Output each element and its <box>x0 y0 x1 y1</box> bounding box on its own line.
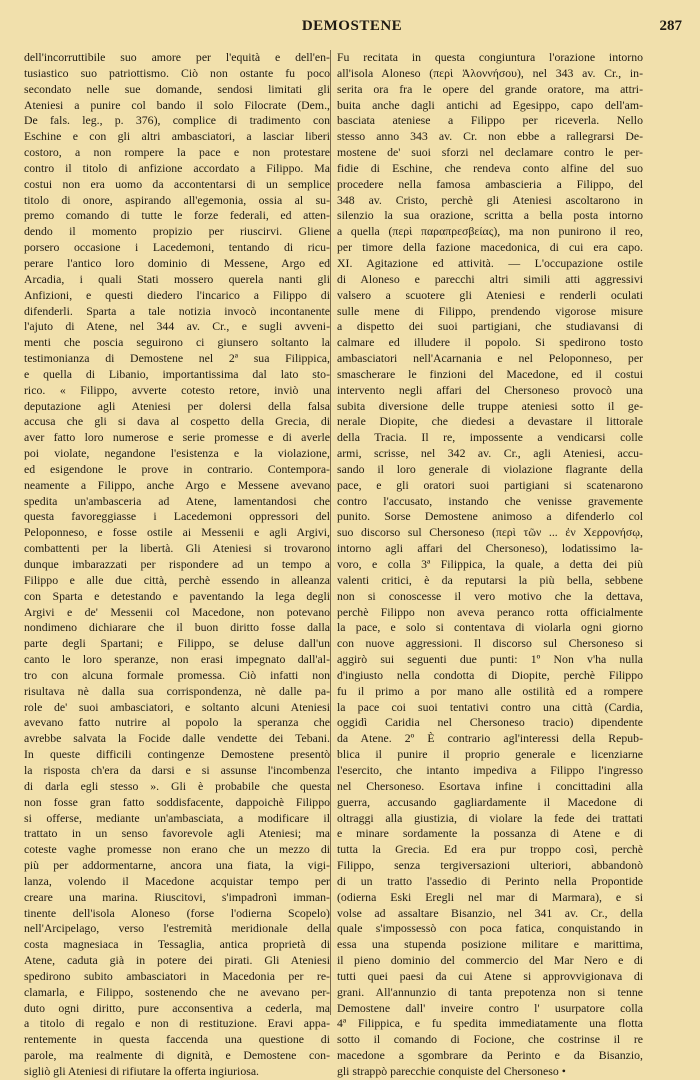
text-line: punito. Sorse Demostene animoso a difenderlo col <box>337 509 643 524</box>
text-line: ed esigendone le prove in contrario. Contempora- <box>24 461 330 476</box>
text-line: trattato in un senso favorevole agli Ateniesi; ma <box>24 826 330 841</box>
text-line: procedere nella famosa ambascieria a Filippo, del <box>337 176 643 191</box>
text-line: costoro, a non rompere la pace e non protestare <box>24 145 330 160</box>
text-line: combattenti per la libertà. Gli Ateniesi si trovarono <box>24 541 330 556</box>
text-line: spedirono subito ambasciatori in Macedonia per re- <box>24 968 330 983</box>
text-line: essa una stupenda posizione militare e marittima, <box>337 937 643 952</box>
text-line: creare una marina. Riuscitovi, s'impadronì imman- <box>24 889 330 904</box>
text-line: 348 av. Cristo, perchè gli Ateniesi ascoltarono in <box>337 192 643 207</box>
text-line: Anfizioni, e questi diedero l'incarico a Filippo di <box>24 287 330 302</box>
text-line: la pace, e solo si contentava di violarla ogni giorno <box>337 620 643 635</box>
text-line: nel Chersoneso. Esortava infine i concittadini alla <box>337 778 643 793</box>
text-line: fidie di Eschine, che rendeva conto alfine del suo <box>337 160 643 175</box>
text-line: tusiastico suo patriottismo. Ciò non ostante fu poco <box>24 65 330 80</box>
text-line: il pieno dominio del commercio del Mar Nero e di <box>337 953 643 968</box>
page-number: 287 <box>659 18 682 34</box>
text-line: si offerse, mediante un'ambasciata, a modificare il <box>24 810 330 825</box>
text-line: aver fatto loro numerose e serie promesse e di averle <box>24 430 330 445</box>
text-line: deputazione agli Ateniesi per dolersi della falsa <box>24 398 330 413</box>
text-line: contro il titolo di anfizione accordato a Filippo. Ma <box>24 160 330 175</box>
text-line: basciata ateniese a Filippo per riceverla. Nello <box>337 113 643 128</box>
text-line: d'ingiusto nella condotta di Diopite, perchè Filippo <box>337 667 643 682</box>
text-line: perchè Filippo non aveva peranco rotta officialmente <box>337 604 643 619</box>
text-line: spedita un'ambasceria ad Atene, lamentandosi che <box>24 493 330 508</box>
text-line: tro con alcuna formale promessa. Ciò infatti non <box>24 667 330 682</box>
text-line: grani. All'annunzio di tanta prepotenza non si tenne <box>337 984 643 999</box>
text-line: accusa che gli si dava al cospetto della Grecia, di <box>24 414 330 429</box>
text-line: intervento negli affari del Chersoneso provocò una <box>337 382 643 397</box>
text-line: perare l'antico loro dominio di Messene, Argo ed <box>24 255 330 270</box>
text-line: sulle mene di Filippo, prendendo vigorose misure <box>337 303 643 318</box>
text-line: non fosse gran fatto soddisfacente, dappoichè Filippo <box>24 794 330 809</box>
text-line: quale s'impossessò con poca fatica, conquistando in <box>337 921 643 936</box>
text-line: guerra, accusando gagliardamente il Macedone di <box>337 794 643 809</box>
text-line: gli strappò parecchie conquiste del Chersoneso • <box>337 1064 566 1078</box>
text-line: non si conoscesse il vero motivo che la dettava, <box>337 588 643 603</box>
text-line: sotto il comando di Focione, che costrinse il re <box>337 1032 643 1047</box>
text-line: con Sparta e detestando e paventando la lega degli <box>24 588 330 603</box>
text-line: pace, e gli oratori suoi partigiani si scatenarono <box>337 477 643 492</box>
text-line: neamente a Filippo, anche Argo e Messene avevano <box>24 477 330 492</box>
text-line: della Tracia. Il re, impossente a vendicarsi colle <box>337 430 643 445</box>
text-line: aggirò sui seguenti due punti: 1º Non v'ha nulla <box>337 652 643 667</box>
text-line: oggidì Caridia nel Chersoneso tracio) dipendente <box>337 715 643 730</box>
text-line: In queste difficili contingenze Demostene presentò <box>24 747 330 762</box>
text-line: e quella di Libanio, importantissima dal lato sto- <box>24 366 330 381</box>
text-line: lanza, volendo il Macedone acquistar tempo per <box>24 873 330 888</box>
text-line: con nuove aggressioni. Il discorso sul Chersoneso si <box>337 636 643 651</box>
text-line: blica il punire il proprio generale e licenziarne <box>337 747 643 762</box>
text-line: di Aloneso e parecchi altri simili atti aggressivi <box>337 271 643 286</box>
text-line: poi violate, negandone l'esistenza e la violazione, <box>24 446 330 461</box>
text-line: smascherare le finzioni del Macedone, ed il costui <box>337 366 643 381</box>
text-line: role de' suoi ambasciatori, e soltanto alcuni Ateniesi <box>24 699 330 714</box>
text-line: più per addormentarne, ancora una fiata, la vigi- <box>24 858 330 873</box>
text-line: Fu recitata in questa congiuntura l'orazione intorno <box>337 50 643 64</box>
text-line: De fals. leg., p. 376), complice di tradimento con <box>24 113 330 128</box>
text-line: Argivi e de' Messenii col Macedone, non potevano <box>24 604 330 619</box>
text-line: ambasciatori nell'Acarnania e nel Peloponneso, per <box>337 351 643 366</box>
text-line: costa magnesiaca in Tessaglia, antica proprietà di <box>24 937 330 952</box>
text-line: avevano fatto nutrire al popolo la speranza che <box>24 715 330 730</box>
text-line: premo comando di tutte le forze federali, ed atten- <box>24 208 330 223</box>
text-line: buita anche dagli antichi ad Egesippo, capo dell'am- <box>337 97 643 112</box>
text-line: sando il loro generale di violazione flagrante della <box>337 461 643 476</box>
text-line: tutti quei paesi da cui Atene si approvvigionava di <box>337 968 643 983</box>
text-line: silenzio la sua orazione, scritta a bella posta intorno <box>337 208 643 223</box>
text-line: testimonianza di Demostene nel 2ª sua Filippica, <box>24 351 330 366</box>
page-header <box>22 18 682 38</box>
text-line: parte degli Spartani; e Filippo, se deluse dall'un <box>24 636 330 651</box>
text-line: dell'incorruttibile suo amore per l'equità e dell'en- <box>24 50 330 64</box>
text-line: contro l'accusato, instando che venisse gravemente <box>337 493 643 508</box>
text-line: intorno agli affari del Chersoneso), lodatissimo la- <box>337 541 643 556</box>
text-line: fu il primo a por mano alle ostilità ed a rompere <box>337 683 643 698</box>
text-line: suo discorso sul Chersoneso (περὶ τῶν ... ἐν Χερρονήσῳ, <box>337 525 643 540</box>
text-line: Atene, caduta già in potere dei pirati. Gli Ateniesi <box>24 953 330 968</box>
text-line: avrebbe salvata la Focide dalle vendette dei Tebani. <box>24 731 330 746</box>
text-line: volse ad assaltare Bisanzio, nel 341 av. Cr., della <box>337 905 643 920</box>
text-line: titolo di onore, aspirando all'egemonia, ossia al su- <box>24 192 330 207</box>
text-line: di un tratto l'assedio di Perinto nella Propontide <box>337 873 643 888</box>
text-line: a dispetto dei suoi partigiani, che studiavansi di <box>337 319 643 334</box>
text-line: Arcadia, i quali Stati mossero querela nanti gli <box>24 271 330 286</box>
text-line: Peloponneso, e fosse ostile ai Messenii e agli Argivi, <box>24 525 330 540</box>
text-line: tinente dell'isola Aloneso (forse l'odierna Scopelo) <box>24 905 330 920</box>
text-line: la risposta ch'era da darsi e si assunse l'incombenza <box>24 762 330 777</box>
text-line: di darla egli stesso ». Gli è probabile che questa <box>24 778 330 793</box>
text-line: rentemente in questa faccenda una questione di <box>24 1032 330 1047</box>
text-line: 4ª Filippica, e fu spedita immediatamente una flotta <box>337 1016 643 1031</box>
text-line: stesso anno 343 av. Cr. non ebbe a rallegrarsi De- <box>337 129 643 144</box>
left-column <box>24 50 330 1078</box>
text-line: secondato nelle sue domande, sendosi limitati gli <box>24 81 330 96</box>
text-line: Filippo e alle due città, perchè essendo in alleanza <box>24 572 330 587</box>
text-line: Eschine e con gli altri ambasciatori, a lasciar liberi <box>24 129 330 144</box>
text-line: serita ora fra le opere del grande oratore, ma attri- <box>337 81 643 96</box>
running-title: DEMOSTENE <box>301 18 403 34</box>
text-line: mostene de' suoi sforzi nel declamare contro le per- <box>337 145 643 160</box>
text-line: dunque imbarazzati per rispondere ad un tempo a <box>24 557 330 571</box>
text-line: da Atene. 2º È contrario agl'interessi della Repub- <box>337 731 643 746</box>
text-line: la pace coi suoi tentativi contro una città (Cardia, <box>337 699 643 714</box>
text-line: l'esercito, che intanto impediva a Filippo l'ingresso <box>337 762 643 777</box>
text-line: porsero occasione i Lacedemoni, tentando di ricu- <box>24 240 330 255</box>
text-line: clamarla, e Filippo, sostenendo che ne avevano per- <box>24 984 330 999</box>
text-line: Filippo, senza tergiversazioni ulteriori, abbandonò <box>337 858 643 873</box>
text-line: questa favoreggiasse i Lacedemoni oppressori del <box>24 509 330 524</box>
text-line: parole, ma realmente di dignità, e Demostene con- <box>24 1048 330 1063</box>
text-line: a quella (περὶ παραπρεσβείας), ma non punirono il reo, <box>337 224 643 239</box>
text-line: costui non era uomo da accontentarsi di un semplice <box>24 176 330 191</box>
right-column <box>337 50 643 1078</box>
text-line: coteste vaghe promesse non erano che un mezzo di <box>24 842 330 857</box>
text-line: sigliò gli Ateniesi di rifiutare la offerta ingiuriosa. <box>24 1064 260 1078</box>
text-line: Ateniesi a punire col bando il solo Filocrate (Dem., <box>24 97 330 112</box>
text-line: tutta la Grecia. Ed era pur troppo così, perchè <box>337 842 643 857</box>
text-line: difenderli. Sparta a tale notizia invocò incontanente <box>24 303 330 318</box>
text-line: subita diversione delle truppe ateniesi sotto il ge- <box>337 398 643 413</box>
text-line: XI. Agitazione ed attività. — L'occupazione ostile <box>337 255 643 270</box>
text-line: macedone a sgombrare da Perinto e da Bisanzio, <box>337 1048 643 1063</box>
text-line: canto le loro speranze, non erasi impegnato dall'al- <box>24 652 330 667</box>
text-line: nell'Arcipelago, verso l'estremità meridionale della <box>24 921 330 936</box>
text-line: calmare ed illudere il popolo. Si spedirono tosto <box>337 335 643 350</box>
text-line: risultava nè dalla sua corrispondenza, nè dalle pa- <box>24 683 330 698</box>
text-line: menti che poscia seguirono ci giunsero soltanto la <box>24 335 330 350</box>
text-line: (odierna Eski Eregli nel mar di Marmara), e si <box>337 889 643 904</box>
text-line: e minare sordamente la possanza di Atene e di <box>337 826 643 841</box>
text-line: oltraggi alla giustizia, di violare la fede dei trattati <box>337 810 643 825</box>
text-line: duto ogni diritto, pure acconsentiva a cederla, ma <box>24 1000 330 1015</box>
text-line: voro, e colla 3ª Filippica, la quale, a detta dei più <box>337 557 643 571</box>
column-divider <box>330 50 331 1015</box>
text-line: all'isola Aloneso (περὶ Ἁλοννήσου), nel 343 av. Cr., in- <box>337 65 643 80</box>
text-line: nerale Diopite, che diedesi a devastare il littorale <box>337 414 643 429</box>
text-line: Demostene dall' inveire contro l' usurpatore colla <box>337 1000 643 1015</box>
text-line: valenti critici, è da reputarsi la più bella, sebbene <box>337 572 643 587</box>
text-line: valsero a scuotere gli Ateniesi e renderli oculati <box>337 287 643 302</box>
text-line: a titolo di regalo e non di restituzione. Eravi appa- <box>24 1016 330 1031</box>
text-line: rico. « Filippo, avverte cotesto retore, inviò una <box>24 382 330 397</box>
text-line: per timore della fazione macedonica, di cui era capo. <box>337 240 643 255</box>
text-line: l'ajuto di Atene, nel 344 av. Cr., e sugli avveni- <box>24 319 330 334</box>
text-line: nondimeno dichiarare che il buon diritto fosse dalla <box>24 620 330 635</box>
text-line: armi, scrisse, nel 342 av. Cr., agli Ateniesi, accu- <box>337 446 643 461</box>
text-line: dendo il momento propizio per riuscirvi. Gliene <box>24 224 330 239</box>
